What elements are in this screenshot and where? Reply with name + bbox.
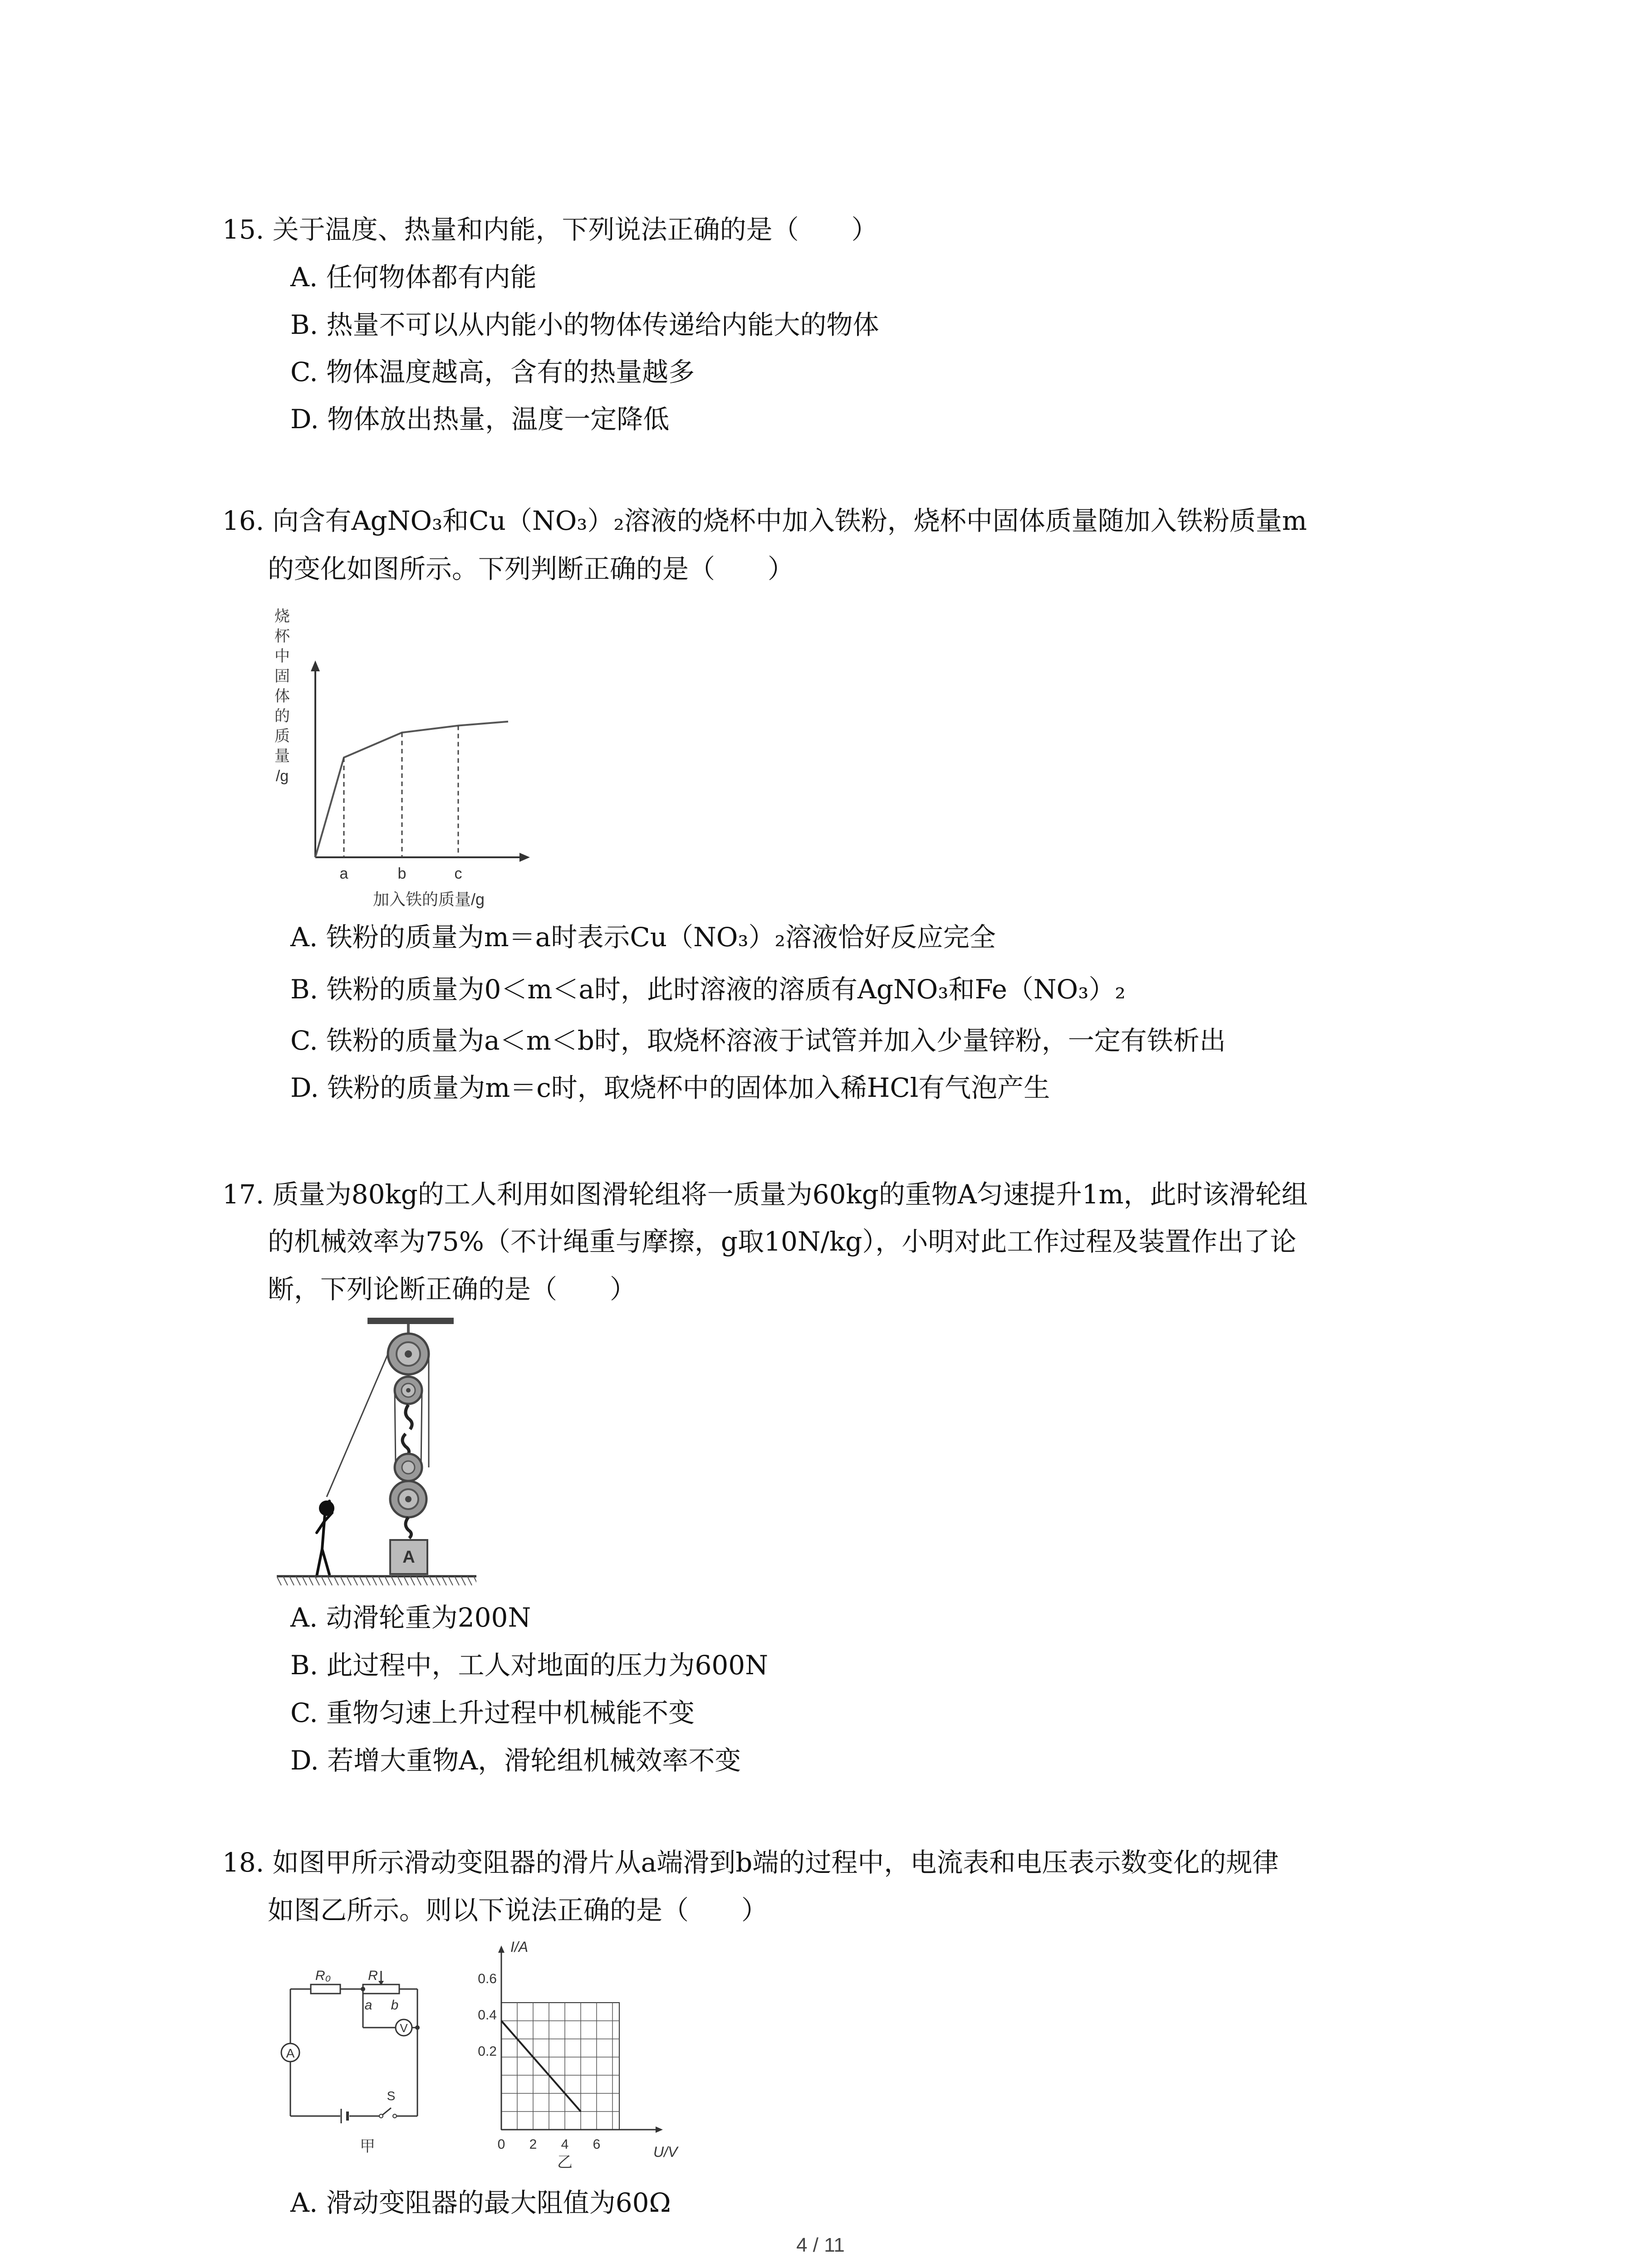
q16-stem-line1: 16. 向含有AgNO₃和Cu（NO₃）₂溶液的烧杯中加入铁粉，烧杯中固体质量随加入铁粉质量m — [222, 505, 1307, 536]
ground-hatch-line — [289, 1576, 294, 1585]
ground-hatch-line — [359, 1576, 364, 1585]
q17-option-a: A. 动滑轮重为200N — [290, 1602, 531, 1633]
q18-ytick-0.6: 0.6 — [478, 1971, 497, 1986]
ceiling — [365, 1318, 454, 1324]
ground-hatch-line — [467, 1576, 472, 1585]
q16-ylabel-char: 质 — [274, 728, 290, 745]
q16-ylabel-char: 的 — [274, 708, 290, 725]
q18-ylabel: I/A — [510, 1939, 529, 1955]
q17-option-c: C. 重物匀速上升过程中机械能不变 — [290, 1697, 695, 1728]
hook-icon — [406, 1517, 411, 1538]
circuit-caption: 甲 — [360, 2138, 375, 2155]
q16-ylabel — [274, 608, 290, 785]
ground-hatch-line — [397, 1576, 402, 1585]
q18-xtick-6: 6 — [593, 2137, 601, 2152]
q15-option-a: A. 任何物体都有内能 — [290, 262, 537, 293]
ground-hatch-line — [378, 1576, 383, 1585]
q16-xlabel: 加入铁的质量/g — [372, 890, 485, 909]
q16-stem-line2: 的变化如图所示。下列判断正确的是（ ） — [268, 553, 794, 584]
q18-ytick-0.4: 0.4 — [478, 2008, 497, 2023]
hook-icon — [406, 1405, 412, 1429]
q17-option-b: B. 此过程中，工人对地面的压力为600N — [290, 1650, 768, 1681]
ground-hatch-line — [404, 1576, 408, 1585]
q15-option-b: B. 热量不可以从内能小的物体传递给内能大的物体 — [290, 309, 879, 340]
q16-ylabel-char: 量 — [274, 748, 290, 765]
q18-iu-line — [501, 2021, 581, 2112]
ground-hatch-line — [429, 1576, 434, 1585]
q17-option-d: D. 若增大重物A，滑轮组机械效率不变 — [290, 1745, 741, 1776]
q16-ylabel-char: 烧 — [274, 608, 290, 625]
ground-hatch-line — [347, 1576, 351, 1585]
ammeter-label: A — [286, 2046, 295, 2060]
q16-option-c: C. 铁粉的质量为a＜m＜b时，取烧杯溶液于试管并加入少量锌粉，一定有铁析出 — [290, 1025, 1226, 1056]
ground-hatch-line — [455, 1576, 459, 1585]
ground-hatch-line — [410, 1576, 415, 1585]
ground-hatch-line — [423, 1576, 427, 1585]
ground-hatch-line — [315, 1576, 319, 1585]
q16-option-a: A. 铁粉的质量为m＝a时表示Cu（NO₃）₂溶液恰好反应完全 — [290, 922, 996, 953]
q16-ylabel-char: 体 — [274, 688, 290, 705]
ground-hatch-line — [385, 1576, 389, 1585]
q15-option-c: C. 物体温度越高，含有的热量越多 — [290, 357, 695, 387]
q15-stem: 15. 关于温度、热量和内能，下列说法正确的是（ ） — [222, 214, 878, 245]
q17-stem-line3: 断，下列论断正确的是（ ） — [268, 1274, 637, 1305]
ground-hatch-line — [372, 1576, 377, 1585]
switch-label: S — [387, 2089, 396, 2103]
ground-hatch-line — [321, 1576, 326, 1585]
q16-plot — [315, 722, 508, 857]
q16-ylabel-char: 固 — [274, 668, 290, 685]
voltmeter-label: V — [400, 2021, 408, 2035]
ground-hatch-line — [296, 1576, 300, 1585]
q15-option-d: D. 物体放出热量，温度一定降低 — [290, 404, 670, 435]
ground-hatch-line — [340, 1576, 345, 1585]
ground-hatch-line — [436, 1576, 440, 1585]
q17-pulley-figure — [277, 1318, 476, 1603]
ground-hatch-line — [442, 1576, 446, 1585]
a-end-label: a — [364, 1998, 372, 2013]
ground — [277, 1576, 476, 1585]
worker-figure — [317, 1501, 333, 1576]
ground-hatch-line — [283, 1576, 288, 1585]
q16-ylabel-char: 中 — [274, 648, 290, 665]
rheostat-r — [363, 1984, 399, 1994]
q18-grid — [501, 2003, 619, 2130]
q18-xtick-4: 4 — [561, 2137, 569, 2152]
graph-caption: 乙 — [557, 2154, 573, 2171]
ground-hatch-line — [277, 1576, 281, 1585]
ground-hatch-line — [353, 1576, 358, 1585]
q16-ylabel-char: 杯 — [274, 628, 290, 645]
q16-tick-b: b — [397, 865, 407, 882]
weight-a-label: A — [402, 1548, 415, 1567]
q18-xtick-2: 2 — [529, 2137, 537, 2152]
q16-tick-a: a — [339, 865, 348, 882]
ground-hatch-line — [391, 1576, 396, 1585]
ground-hatch-line — [461, 1576, 465, 1585]
q18-circuit-diagram — [272, 1944, 472, 2184]
q17-stem-line1: 17. 质量为80kg的工人利用如图滑轮组将一质量为60kg的重物A匀速提升1m，此时该滑轮组 — [222, 1179, 1308, 1210]
ground-hatch-line — [474, 1576, 476, 1585]
q17-stem-line2: 的机械效率为75%（不计绳重与摩擦，g取10N/kg），小明对此工作过程及装置作出了论 — [268, 1226, 1297, 1257]
q16-mass-line — [315, 722, 508, 857]
q18-option-a: A. 滑动变阻器的最大阻值为60Ω — [290, 2187, 671, 2218]
resistor-r0 — [311, 1984, 340, 1994]
q18-stem-line2: 如图乙所示。则以下说法正确的是（ ） — [268, 1895, 768, 1926]
q16-mass-chart — [272, 603, 544, 921]
b-end-label: b — [391, 1998, 399, 2013]
page-number: 4 / 11 — [796, 2234, 845, 2256]
q18-plot — [501, 2021, 581, 2112]
r-label: R — [368, 1968, 378, 1983]
ground-hatch-line — [309, 1576, 313, 1585]
q16-ylabel-char: /g — [275, 767, 289, 785]
q16-option-d: D. 铁粉的质量为m＝c时，取烧杯中的固体加入稀HCl有气泡产生 — [290, 1072, 1050, 1103]
q18-xtick-0: 0 — [497, 2137, 505, 2152]
q18-grid-frame — [501, 2003, 619, 2130]
q16-option-b: B. 铁粉的质量为0＜m＜a时，此时溶液的溶质有AgNO₃和Fe（NO₃）₂ — [290, 974, 1126, 1005]
q18-stem-line1: 18. 如图甲所示滑动变阻器的滑片从a端滑到b端的过程中，电流表和电压表示数变化的规律 — [222, 1847, 1279, 1878]
ground-hatch-line — [448, 1576, 453, 1585]
r0-label: R₀ — [315, 1968, 331, 1983]
ground-hatch-line — [328, 1576, 332, 1585]
q16-tick-c: c — [454, 865, 462, 882]
ground-hatch-line — [416, 1576, 421, 1585]
q18-iu-graph — [474, 1935, 687, 2184]
ground-hatch-line — [366, 1576, 370, 1585]
ground-hatch-line — [334, 1576, 338, 1585]
q18-xlabel: U/V — [653, 2144, 678, 2160]
ground-hatch-line — [302, 1576, 307, 1585]
q18-ytick-0.2: 0.2 — [478, 2044, 497, 2059]
